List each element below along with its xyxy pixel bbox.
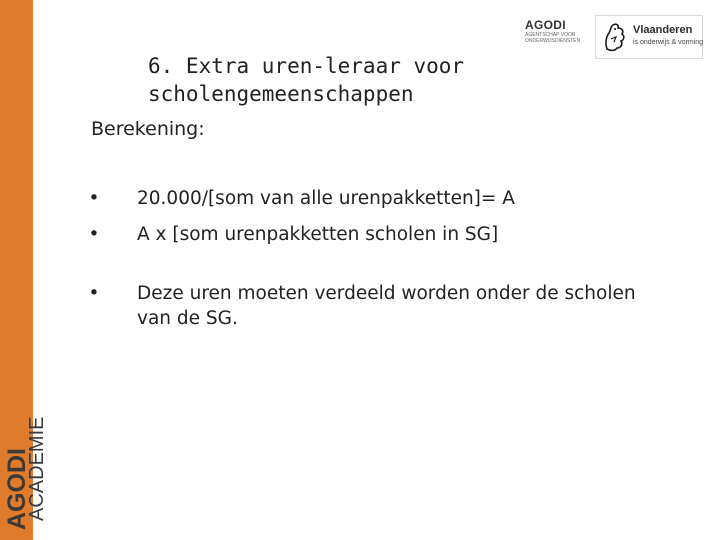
bullet-item [88, 222, 648, 247]
bullet-item [88, 281, 648, 331]
bullet-text: Deze uren moeten verdeeld worden onder de scholen van de SG. [137, 283, 636, 329]
vlaanderen-tagline: is onderwijs & vorming [633, 39, 704, 46]
slide-title-line-2: scholengemeenschappen [148, 82, 414, 106]
bullet-text: 20.000/[som van alle urenpakketten]= A [137, 188, 515, 209]
bullet-marker: • [88, 283, 100, 304]
agodi-logo-name: AGODI [525, 18, 566, 32]
slide-subtitle: Berekening: [91, 118, 205, 140]
bullet-marker: • [88, 188, 100, 209]
bullet-marker: • [88, 224, 100, 245]
vlaanderen-logo [595, 15, 703, 59]
slide-title-line-1: 6. Extra uren-leraar voor [148, 54, 465, 78]
agodi-logo [525, 18, 585, 54]
side-logo-academie: ACADEMIE [26, 416, 48, 521]
slide-title [148, 52, 528, 108]
lion-icon [601, 21, 629, 53]
agodi-logo-tagline: AGENTSCHAP VOOR ONDERWIJSDIENSTEN [525, 32, 581, 44]
bullet-item [88, 186, 648, 211]
bullet-list [88, 186, 648, 331]
bullet-text: A x [som urenpakketten scholen in SG] [137, 224, 499, 245]
vlaanderen-name: Vlaanderen [633, 24, 693, 36]
agodi-academie-side-logo [0, 0, 50, 540]
side-logo-agodi: AGODI [3, 448, 31, 530]
